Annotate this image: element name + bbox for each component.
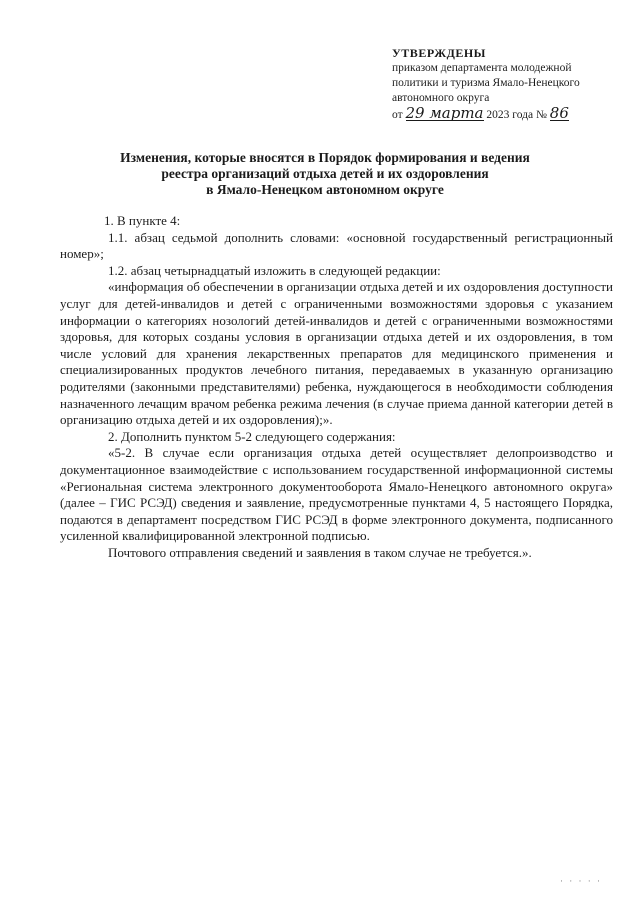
document-title [80,150,570,198]
approval-number-handwritten: 86 [549,104,569,122]
paragraph-item-1-2: 1.2. абзац четырнадцатый изложить в следующей редакции: [108,262,441,278]
title-line-1: Изменения, которые вносятся в Порядок формирования и ведения [120,150,530,165]
approval-line-1: приказом департамента молодежной [392,62,572,74]
paragraph-postal: Почтового отправления сведений и заявления в таком случае не требуется.». [108,544,532,560]
approval-stamp [392,46,624,123]
approval-date-handwritten: 29 марта [405,104,484,122]
title-line-2: реестра организаций отдыха детей и их оздоровления [161,166,489,181]
approval-heading: УТВЕРЖДЕНЫ [392,46,486,60]
approval-date-year: 2023 года № [486,109,547,121]
title-line-3: в Ямало-Ненецком автономном округе [206,182,444,197]
paragraph-quote-info: «информация об обеспечении в организации отдыха детей и их оздоровления доступности услуг для детей-инвалидов и детей с ограниченными возможностями здоровья с указанием информации о категориях нозологий детей-инвалидов и детей с ограниченными возможностями здоровья, для которых созданы условия в организации отдыха детей и их оздоровления, в том числе условий для хранения лекарственных препаратов для медицинского применения и специализированных продуктов лечебного питания, передаваемых в указанную организацию родителями (законными представителями) ребенка, нуждающегося в необходимости соблюдения назначенного лечащим врачом ребенка режима лечения (в случае приема данной категории детей в организацию отдыха детей и их оздоровления);». [60,279,613,428]
paragraph-quote-5-2: «5-2. В случае если организация отдыха детей осуществляет делопроизводство и документационное взаимодействие с использованием государственной информационной системы «Региональная система электронного документооборота Ямало-Ненецкого автономного округа» (далее – ГИС РСЭД) сведения и заявление, предусмотренные пунктами 4, 5 настоящего Порядка, подаются в департамент посредством ГИС РСЭД в форме электронного документа, подписанного усиленной квалифицированной электронной подписью. [60,445,613,544]
paragraph-item-1: 1. В пункте 4: [104,213,181,228]
approval-date-prefix: от [392,109,403,121]
document-body [60,213,613,561]
scan-footer-dots: · · · · · [560,876,602,886]
approval-line-2: политики и туризма Ямало-Ненецкого [392,77,580,89]
approval-line-3: автономного округа [392,92,490,104]
paragraph-item-2: 2. Дополнить пунктом 5-2 следующего содержания: [108,428,396,444]
approval-date-line [392,106,624,123]
paragraph-item-1-1: 1.1. абзац седьмой дополнить словами: «основной государственный регистрационный номер»; [60,229,613,262]
